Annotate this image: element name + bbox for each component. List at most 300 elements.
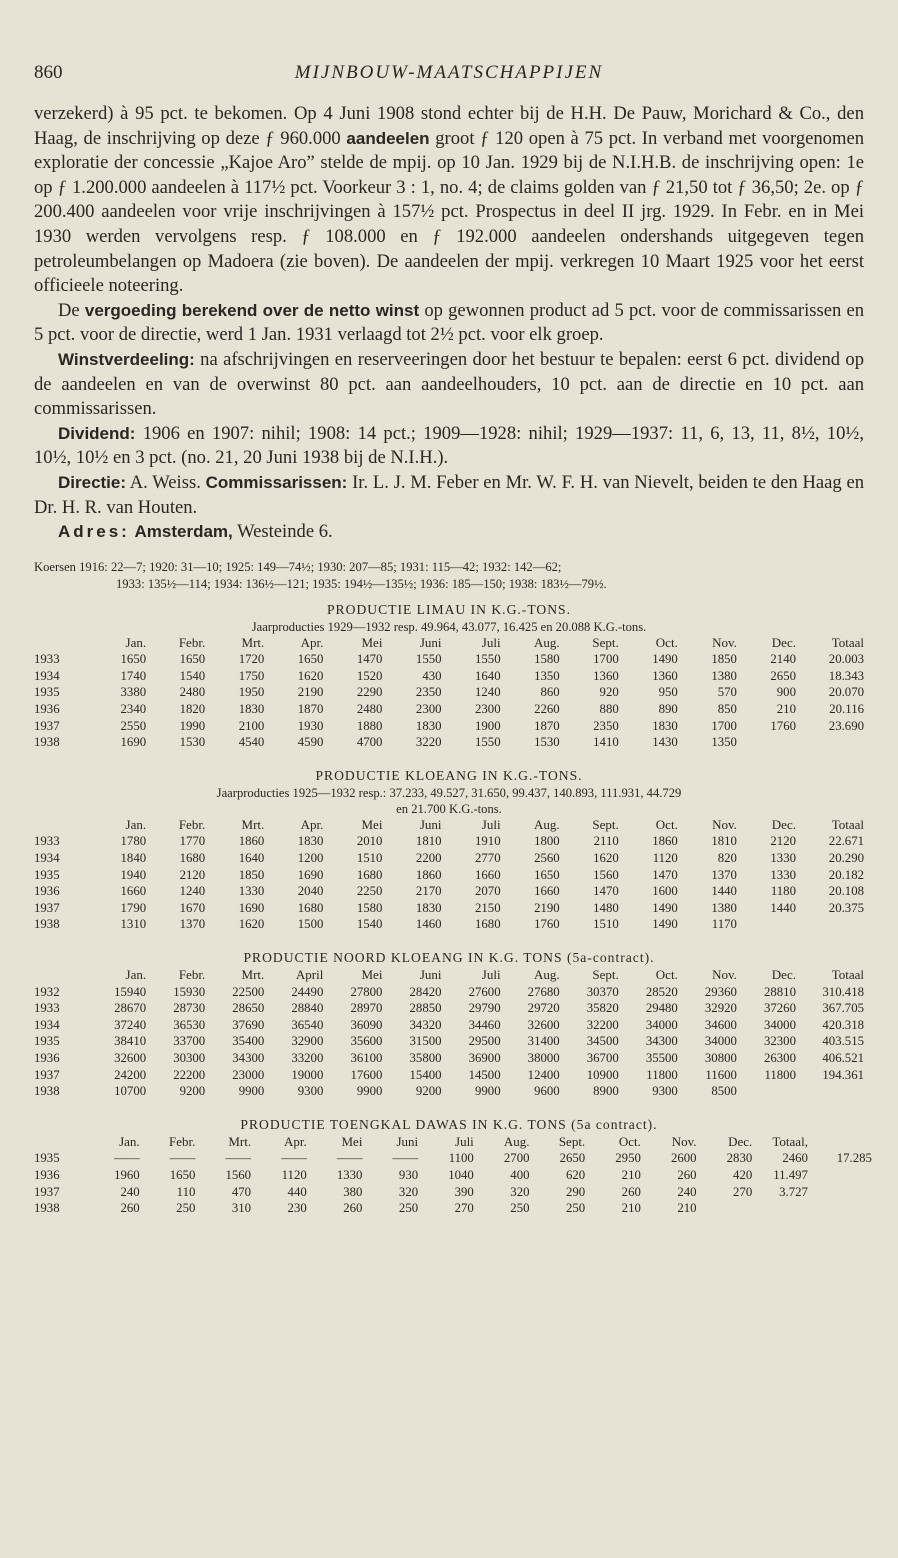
body-text	[34, 102, 864, 545]
table-cell: 35600	[350, 1034, 383, 1049]
column-header: Sept.	[592, 816, 619, 832]
table-cell: 440	[287, 1184, 307, 1199]
table-cell: 210	[776, 702, 796, 717]
table-cell: 20.182	[828, 867, 864, 882]
row-year: 1935	[34, 685, 60, 700]
table-cell: 1940	[120, 867, 147, 882]
table-cell: 1550	[475, 735, 501, 750]
table-header-row	[34, 1134, 872, 1151]
table-cell: 9900	[475, 1084, 501, 1099]
column-header: Juni	[419, 634, 442, 650]
table-cell	[697, 1200, 753, 1217]
table-cell: 1620	[297, 668, 324, 683]
table-cell: 1500	[297, 917, 324, 932]
table-cell: 9600	[534, 1084, 560, 1099]
table-cell: 1120	[281, 1167, 307, 1182]
table-cell: 12400	[527, 1067, 560, 1082]
table-cell: 3380	[120, 685, 147, 700]
row-year: 1936	[34, 884, 60, 899]
table-header-row	[34, 635, 864, 652]
running-head: MIJNBOUW-MAATSCHAPPIJEN	[294, 62, 604, 83]
column-header: Dec.	[771, 816, 796, 832]
table-cell: 1850	[711, 652, 737, 667]
table-cell: 15930	[173, 984, 206, 999]
table-cell: 22200	[173, 1067, 206, 1082]
table-cell: 9900	[238, 1084, 265, 1099]
table-cell: 32600	[114, 1050, 147, 1065]
row-year: 1936	[34, 1167, 60, 1182]
table-cell: 1480	[593, 900, 619, 915]
table-cell: 35800	[409, 1050, 442, 1065]
table-cell: 33200	[291, 1050, 324, 1065]
table-cell: 26300	[763, 1050, 796, 1065]
row-year: 1935	[34, 1151, 60, 1166]
table-cell: 2120	[179, 867, 206, 882]
row-year: 1938	[34, 1084, 60, 1099]
table-cell: 8500	[711, 1084, 737, 1099]
table-cell: 470	[231, 1184, 252, 1199]
table-cell: 29360	[704, 984, 737, 999]
table-cell: 34000	[763, 1017, 796, 1032]
table-cell: ——	[336, 1151, 363, 1166]
column-header: Apr.	[284, 1133, 307, 1149]
table-cell: 36900	[468, 1050, 501, 1065]
table-cell: 1760	[534, 917, 560, 932]
table-row	[34, 1033, 864, 1050]
table-cell: 1540	[179, 668, 206, 683]
table-cell: 210	[677, 1201, 697, 1216]
column-header: Aug.	[534, 634, 560, 650]
table-cell: 22.671	[828, 834, 864, 849]
table-title: PRODUCTIE TOENGKAL DAWAS IN K.G. TONS (5a contract).	[240, 1116, 658, 1132]
table-cell: 30800	[704, 1050, 737, 1065]
document-page	[0, 62, 898, 1558]
table-cell: 9300	[652, 1084, 678, 1099]
table-cell: ——	[169, 1151, 196, 1166]
table-cell: 1770	[179, 834, 206, 849]
table-cell: 34000	[645, 1017, 678, 1032]
table-cell: 1660	[534, 884, 560, 899]
table-cell: 1100	[448, 1151, 474, 1166]
column-header: Mrt.	[241, 816, 265, 832]
column-header: Aug.	[503, 1133, 530, 1149]
table-cell: 36090	[350, 1017, 383, 1032]
table-cell: 24200	[114, 1067, 147, 1082]
table-cell: 20.003	[828, 652, 864, 667]
table-cell: 2950	[615, 1151, 641, 1166]
column-header	[34, 635, 87, 652]
table-cell: 1370	[179, 917, 206, 932]
table-cell: 270	[733, 1184, 753, 1199]
table-cell: 1460	[415, 917, 442, 932]
table-cell: 36540	[291, 1017, 324, 1032]
table-cell: 2340	[120, 702, 147, 717]
table-cell: 2560	[534, 851, 560, 866]
table-cell: 406.521	[822, 1050, 864, 1065]
column-header: Juli	[455, 1133, 474, 1149]
table-cell: 390	[454, 1184, 474, 1199]
table-row	[34, 668, 864, 685]
column-header: Febr.	[169, 1133, 196, 1149]
table-row	[34, 883, 864, 900]
column-header: Sept.	[592, 967, 619, 982]
table-cell: 1800	[534, 834, 560, 849]
table-row	[34, 1167, 872, 1184]
column-header	[34, 817, 87, 834]
table-cell: 1740	[120, 668, 147, 683]
table-row	[34, 850, 864, 867]
table-cell: 2650	[559, 1151, 586, 1166]
table-cell: 29790	[468, 1001, 501, 1016]
table-cell: 1750	[238, 668, 265, 683]
table-cell	[796, 734, 864, 751]
table-cell: 1790	[120, 900, 147, 915]
table-cell: 1440	[770, 900, 796, 915]
table-cell: 240	[120, 1184, 140, 1199]
column-header: Oct.	[655, 634, 678, 650]
table-cell: 1560	[225, 1167, 252, 1182]
table-cell: 2190	[297, 685, 324, 700]
column-header: Nov.	[712, 634, 737, 650]
table-cell: 1860	[415, 867, 442, 882]
production-table-section	[34, 1116, 872, 1217]
table-cell: 36530	[173, 1017, 206, 1032]
column-header: Mei	[361, 816, 383, 832]
table-cell: 36700	[586, 1050, 619, 1065]
page-header	[34, 62, 864, 102]
column-header: Sept.	[592, 634, 619, 650]
table-cell: 2480	[179, 685, 206, 700]
table-cell: 250	[176, 1201, 196, 1216]
table-cell: 28670	[114, 1001, 147, 1016]
table-cell: 18.343	[828, 668, 864, 683]
table-cell: 2260	[534, 702, 560, 717]
column-header: Aug.	[534, 816, 560, 832]
table-cell: 1040	[448, 1167, 474, 1182]
table-cell: 1640	[475, 668, 501, 683]
table-cell: 1680	[297, 900, 324, 915]
table-cell: 9900	[356, 1084, 383, 1099]
koersen-line: Koersen 1916: 22—7; 1920: 31—10; 1925: 149—74½; 1930: 207—85; 1931: 115—42; 1932: 142—62;	[34, 559, 562, 574]
table-cell: 420	[733, 1167, 753, 1182]
table-cell: 250	[565, 1201, 586, 1216]
table-cell: 1900	[475, 718, 501, 733]
column-header: Febr.	[178, 816, 206, 832]
table-cell: 1170	[711, 917, 737, 932]
table-cell: 23000	[232, 1067, 265, 1082]
table-cell: ——	[114, 1151, 140, 1166]
table-cell: 34300	[645, 1034, 678, 1049]
table-cell: 1830	[415, 900, 442, 915]
row-year: 1934	[34, 851, 60, 866]
table-cell	[737, 1083, 796, 1100]
table-cell	[796, 916, 864, 933]
column-header: Jan.	[119, 1133, 140, 1149]
table-cell: 1580	[534, 652, 560, 667]
table-cell: 2100	[238, 718, 265, 733]
table-cell: 850	[717, 702, 737, 717]
table-title: PRODUCTIE NOORD KLOEANG IN K.G. TONS (5a-contract).	[243, 950, 655, 965]
column-header: Totaal,	[772, 1133, 808, 1149]
table-cell: 1690	[297, 867, 324, 882]
table-cell: 820	[717, 851, 737, 866]
table-cell: 1930	[297, 718, 324, 733]
table-cell: 1620	[593, 851, 619, 866]
table-cell: 34000	[704, 1034, 737, 1049]
table-cell: 34460	[468, 1017, 501, 1032]
table-cell: 260	[677, 1167, 697, 1182]
table-cell: 4540	[238, 735, 265, 750]
row-year: 1934	[34, 668, 60, 683]
production-table-section	[34, 601, 864, 751]
table-cell: 1650	[534, 867, 560, 882]
table-header-row	[34, 817, 864, 834]
table-cell: 1720	[238, 652, 265, 667]
table-cell: 32900	[291, 1034, 324, 1049]
paragraph-directie: Directie: A. Weiss. Commissarissen: Ir. L. J. M. Feber en Mr. W. F. H. van Nievelt, beiden te den Haag en Dr. H. R. van Houten.	[34, 471, 864, 518]
table-cell: 110	[176, 1184, 196, 1199]
row-year: 1938	[34, 735, 60, 750]
column-header	[34, 1134, 84, 1151]
table-cell: 250	[398, 1201, 419, 1216]
table-cell: 32200	[586, 1017, 619, 1032]
table-cell: 1880	[356, 718, 383, 733]
table-cell: 1870	[534, 718, 560, 733]
table-cell: 29500	[468, 1034, 501, 1049]
production-table	[34, 967, 864, 1100]
table-cell: 28520	[645, 984, 678, 999]
table-cell: 28840	[291, 1001, 324, 1016]
column-header: Nov.	[671, 1133, 697, 1149]
table-cell: 2600	[670, 1151, 697, 1166]
table-cell: 2010	[356, 834, 383, 849]
table-cell: 1370	[711, 867, 737, 882]
table-cell: 260	[343, 1201, 363, 1216]
column-header: Mei	[361, 634, 383, 650]
row-year: 1935	[34, 867, 60, 882]
table-cell: 1910	[475, 834, 501, 849]
table-cell	[737, 916, 796, 933]
table-title: PRODUCTIE LIMAU IN K.G.-TONS.	[327, 601, 571, 617]
table-cell: 9300	[297, 1084, 324, 1099]
table-cell: 1680	[179, 851, 206, 866]
column-header: Oct.	[618, 1133, 641, 1149]
table-cell: 32300	[763, 1034, 796, 1049]
table-cell: 2650	[770, 668, 796, 683]
table-cell: 27600	[468, 984, 501, 999]
table-cell: 380	[343, 1184, 363, 1199]
table-cell: 2350	[593, 718, 619, 733]
table-cell: 1830	[652, 718, 678, 733]
row-year: 1932	[34, 984, 60, 999]
production-tables	[34, 601, 872, 1217]
production-table-section	[34, 767, 864, 933]
table-cell: 230	[287, 1201, 307, 1216]
table-cell: 1690	[238, 900, 265, 915]
table-cell: 860	[540, 685, 560, 700]
table-cell: 1830	[297, 834, 324, 849]
table-cell: 1600	[652, 884, 678, 899]
column-header: Juli	[481, 634, 501, 650]
column-header: Totaal	[831, 816, 864, 832]
table-cell: 1810	[711, 834, 737, 849]
table-cell: 290	[565, 1184, 586, 1199]
table-cell: 2300	[415, 702, 442, 717]
production-table	[34, 817, 864, 933]
table-cell: 20.290	[828, 851, 864, 866]
column-header: Juli	[481, 967, 501, 982]
column-header: Mei	[361, 967, 383, 982]
table-row	[34, 984, 864, 1001]
table-cell: 20.116	[829, 702, 864, 717]
table-cell: 1680	[356, 867, 383, 882]
table-cell: 920	[599, 685, 619, 700]
table-cell: 1820	[179, 702, 206, 717]
table-cell: 1430	[652, 735, 678, 750]
column-header: April	[295, 967, 324, 982]
table-cell: 2110	[593, 834, 619, 849]
table-cell: 4700	[356, 735, 383, 750]
table-cell: 1470	[356, 652, 383, 667]
table-cell: 29720	[527, 1001, 560, 1016]
table-row	[34, 867, 864, 884]
table-cell: 270	[454, 1201, 474, 1216]
table-cell: 27800	[350, 984, 383, 999]
table-cell: 250	[510, 1201, 530, 1216]
table-cell: 28810	[763, 984, 796, 999]
table-cell: 10900	[586, 1067, 619, 1082]
column-header: Nov.	[712, 967, 737, 982]
column-header: Oct.	[655, 816, 678, 832]
column-header: Jan.	[125, 967, 147, 982]
table-cell: 38410	[114, 1034, 147, 1049]
table-cell: 2120	[770, 834, 796, 849]
table-cell: 1330	[770, 851, 796, 866]
table-cell: 32600	[527, 1017, 560, 1032]
production-table	[34, 635, 864, 751]
table-cell: 1380	[711, 668, 737, 683]
table-cell: 1550	[475, 652, 501, 667]
table-row	[34, 1200, 872, 1217]
table-cell: 22500	[232, 984, 265, 999]
table-cell: 1660	[120, 884, 147, 899]
table-cell: 31400	[527, 1034, 560, 1049]
table-cell: 3220	[415, 735, 442, 750]
table-cell: 2770	[475, 851, 501, 866]
table-cell: 210	[621, 1167, 641, 1182]
table-cell: 1860	[238, 834, 265, 849]
koersen-line: 1933: 135½—114; 1934: 136½—121; 1935: 194½—135½; 1936: 185—150; 1938: 183½—79½.	[116, 576, 607, 591]
table-cell: 15400	[409, 1067, 442, 1082]
table-cell: 1650	[297, 652, 324, 667]
column-header: Sept.	[558, 1133, 586, 1149]
table-cell: 210	[621, 1201, 641, 1216]
table-cell: 900	[776, 685, 796, 700]
table-cell: 890	[658, 702, 678, 717]
table-cell: 260	[120, 1201, 140, 1216]
paragraph-emission: verzekerd) à 95 pct. te bekomen. Op 4 Juni 1908 stond echter bij de H.H. De Pauw, Morichard & Co., den Haag, de inschrijving op deze ƒ 960.000 aandeelen groot ƒ 120 open à 75 pct. In verband met voorgenomen exploratie der concessie „Kajoe Aro” stelde de mpij. op 10 Jan. 1929 bij de N.I.H.B. de inschrijving open: 1e op ƒ 1.200.000 aandeelen à 117½ pct. Voorkeur 3 : 1, no. 4; de claims golden van ƒ 21,50 tot ƒ 36,50; 2e. op ƒ 200.400 aandeelen voor vrije inschrijvingen à 157½ pct. Prospectus in deel II jrg. 1929. In Febr. en in Mei 1930 werden vervolgens resp. ƒ 108.000 en ƒ 192.000 aandeelen ondershands uitgegeven tegen petroleumbelangen op Madoera (zie boven). De aandeelen der mpij. verkregen 10 Maart 1925 voor het eerst officieele noteering.	[34, 103, 864, 297]
row-year: 1933	[34, 834, 60, 849]
table-cell: 1990	[179, 718, 206, 733]
table-cell: 28850	[409, 1001, 442, 1016]
table-cell: 35500	[645, 1050, 678, 1065]
table-cell	[796, 1083, 864, 1100]
column-header	[34, 967, 87, 984]
table-cell	[737, 734, 796, 751]
table-cell: 1650	[169, 1167, 196, 1182]
column-header: Nov.	[712, 816, 737, 832]
column-header: Mrt.	[241, 634, 265, 650]
table-cell: 20.375	[828, 900, 864, 915]
column-header: Totaal	[831, 967, 864, 982]
paragraph-winstverdeeling: Winstverdeeling: na afschrijvingen en reserveeringen door het bestuur te bepalen: eerst 6 pct. dividend op de aandeelen en van de overwinst 80 pct. aan aandeelhouders, 10 pct. aan de directie en 10 pct. aan commissarissen.	[34, 348, 864, 420]
table-cell: 11.497	[773, 1167, 808, 1182]
table-cell: 9200	[179, 1084, 206, 1099]
table-header-row	[34, 967, 864, 984]
row-year: 1933	[34, 652, 60, 667]
koersen-block	[34, 559, 864, 593]
table-cell: 4590	[297, 735, 324, 750]
row-year: 1935	[34, 1034, 60, 1049]
table-cell: 24490	[291, 984, 324, 999]
table-cell: 38000	[527, 1050, 560, 1065]
table-cell: 403.515	[822, 1034, 864, 1049]
table-cell: 950	[658, 685, 678, 700]
table-cell: 310.418	[822, 984, 864, 999]
table-cell: 320	[398, 1184, 419, 1199]
table-cell: 1780	[120, 834, 147, 849]
table-subtitle: Jaarproducties 1929—1932 resp. 49.964, 43.077, 16.425 en 20.088 K.G.-tons.	[251, 619, 647, 634]
column-header: Apr.	[300, 816, 324, 832]
table-cell: 11800	[764, 1067, 796, 1082]
table-cell	[752, 1200, 808, 1217]
table-cell: 1240	[179, 884, 206, 899]
row-year: 1933	[34, 1001, 60, 1016]
table-cell: 1470	[593, 884, 619, 899]
table-cell: 1120	[652, 851, 678, 866]
column-header: Juni	[419, 967, 442, 982]
table-cell: 2070	[475, 884, 501, 899]
column-header: Jan.	[125, 634, 147, 650]
table-cell: 11600	[705, 1067, 737, 1082]
column-header: Oct.	[655, 967, 678, 982]
table-cell: 14500	[468, 1067, 501, 1082]
row-year: 1937	[34, 718, 60, 733]
column-header: Mei	[341, 1133, 363, 1149]
table-cell: 17600	[350, 1067, 383, 1082]
column-header: Dec.	[728, 1133, 753, 1149]
table-cell: 2150	[475, 900, 501, 915]
paragraph-dividend: Dividend: 1906 en 1907: nihil; 1908: 14 pct.; 1909—1928: nihil; 1929—1937: 11, 6, 13, 11, 8½, 10½, 10½, 10½ en 3 pct. (no. 21, 20 Juni 1938 bij de N.I.H.).	[34, 422, 864, 469]
table-cell: 2290	[356, 685, 383, 700]
table-cell: 2140	[770, 652, 796, 667]
column-header: Juni	[396, 1133, 419, 1149]
table-subtitle: Jaarproducties 1925—1932 resp.: 37.233, 49.527, 31.650, 99.437, 140.893, 111.931, 44.729	[216, 785, 682, 800]
column-header: Totaal	[831, 634, 864, 650]
table-cell: 1530	[534, 735, 560, 750]
table-cell: ——	[225, 1151, 252, 1166]
table-cell: 30300	[173, 1050, 206, 1065]
column-header: Aug.	[534, 967, 560, 982]
paragraph-vergoeding: De vergoeding berekend over de netto winst op gewonnen product ad 5 pct. voor de commissarissen en 5 pct. voor de directie, werd 1 Jan. 1931 verlaagd tot 2½ pct. voor elk groep.	[34, 299, 864, 346]
table-cell: 2300	[475, 702, 501, 717]
row-year: 1934	[34, 1017, 60, 1032]
row-year: 1937	[34, 900, 60, 915]
table-title: PRODUCTIE KLOEANG IN K.G.-TONS.	[315, 767, 583, 783]
table-cell: 35400	[232, 1034, 265, 1049]
table-cell: 2250	[356, 884, 383, 899]
table-cell: 33700	[173, 1034, 206, 1049]
